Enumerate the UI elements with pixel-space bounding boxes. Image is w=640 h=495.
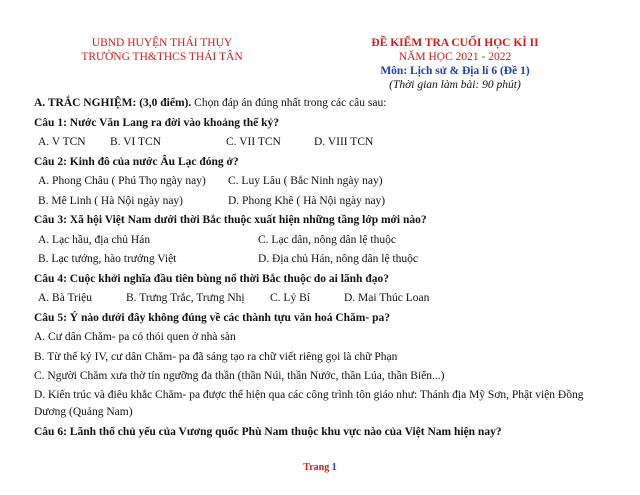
question-4-options	[34, 289, 614, 309]
option-3c: C. Lạc dân, nông dân lệ thuộc	[258, 233, 396, 246]
question-5: Câu 5: Ý nào dưới đây không đúng về các thành tựu văn hoá Chăm- pa?	[34, 311, 390, 324]
option-2c: C. Luy Lâu ( Bắc Ninh ngày nay)	[228, 175, 383, 187]
question-3-options-row1	[34, 231, 614, 251]
option-1d: D. VIII TCN	[314, 136, 374, 148]
section-instruction: Chọn đáp án đúng nhất trong các câu sau:	[191, 97, 387, 109]
page-label: Trang	[303, 462, 330, 473]
school-name: TRƯỜNG TH&THCS THÁI TÂN	[81, 51, 243, 63]
exam-title: ĐỀ KIỂM TRA CUỐI HỌC KÌ II	[371, 37, 539, 49]
question-2-options-row2	[34, 192, 614, 212]
question-4: Câu 4: Cuộc khởi nghĩa đầu tiên bùng nổ thời Bắc thuộc do ai lãnh đạo?	[34, 272, 389, 285]
question-3: Câu 3: Xã hội Việt Nam dưới thời Bắc thuộc xuất hiện những tầng lớp mới nào?	[34, 214, 427, 226]
section-title: A. TRẮC NGHIỆM: (3,0 điểm).	[34, 97, 192, 109]
page-number: 1	[331, 462, 337, 473]
option-2b: B. Mê Linh ( Hà Nội ngày nay)	[38, 194, 183, 207]
option-1c: C. VII TCN	[226, 136, 281, 148]
subject-line: Môn: Lịch sử & Địa lí 6 (Đề 1)	[380, 65, 530, 77]
option-5a: A. Cư dân Chăm- pa có thói quen ở nhà sàn	[34, 331, 236, 343]
question-1: Câu 1: Nước Văn Lang ra đời vào khoảng thế kỷ?	[34, 116, 279, 129]
option-4a: A. Bà Triệu	[38, 292, 92, 304]
exam-header	[330, 36, 580, 92]
option-1b: B. VI TCN	[110, 136, 162, 148]
question-6: Câu 6: Lãnh thổ chủ yếu của Vương quốc Phù Nam thuộc khu vực nào của Việt Nam hiện nay?	[34, 425, 502, 438]
option-4b: B. Trưng Trắc, Trưng Nhị	[126, 292, 245, 304]
option-3b: B. Lạc tướng, hào trưởng Việt	[38, 253, 177, 265]
time-limit: (Thời gian làm bài: 90 phút)	[389, 79, 521, 91]
option-5c: C. Người Chăm xưa thờ tín ngưỡng đa thần (thần Núi, thần Nước, thần Lúa, thần Biển...)	[34, 370, 445, 382]
option-5b: B. Từ thế kỷ IV, cư dân Chăm- pa đã sáng tạo ra chữ viết riêng gọi là chữ Phạn	[34, 350, 398, 363]
page-footer	[0, 462, 640, 473]
district-name: UBND HUYỆN THÁI THỤY	[91, 37, 233, 49]
school-header	[52, 36, 272, 64]
question-2-options-row1	[34, 172, 614, 192]
question-3-options-row2	[34, 250, 614, 270]
question-2: Câu 2: Kinh đô của nước Âu Lạc đóng ở?	[34, 155, 239, 168]
exam-content	[34, 94, 614, 442]
option-1a: A. V TCN	[38, 136, 86, 148]
option-2d: D. Phong Khê ( Hà Nội ngày nay)	[228, 194, 386, 207]
option-4d: D. Mai Thúc Loan	[344, 292, 430, 304]
school-year: NĂM HỌC 2021 - 2022	[398, 51, 512, 63]
option-3d: D. Địa chủ Hán, nông dân lệ thuộc	[258, 253, 419, 265]
option-2a: A. Phong Châu ( Phú Thọ ngày nay)	[38, 175, 206, 187]
option-4c: C. Lý Bí	[270, 292, 310, 304]
option-3a: A. Lạc hầu, địa chủ Hán	[38, 233, 151, 246]
option-5d: D. Kiến trúc và điêu khắc Chăm- pa được thể hiện qua các công trình tôn giáo như: Thánh địa Mỹ Sơn, Phật viện Đồng Dương (Quảng Nam)	[34, 388, 584, 418]
section-heading	[34, 94, 614, 114]
question-1-options	[34, 133, 614, 153]
